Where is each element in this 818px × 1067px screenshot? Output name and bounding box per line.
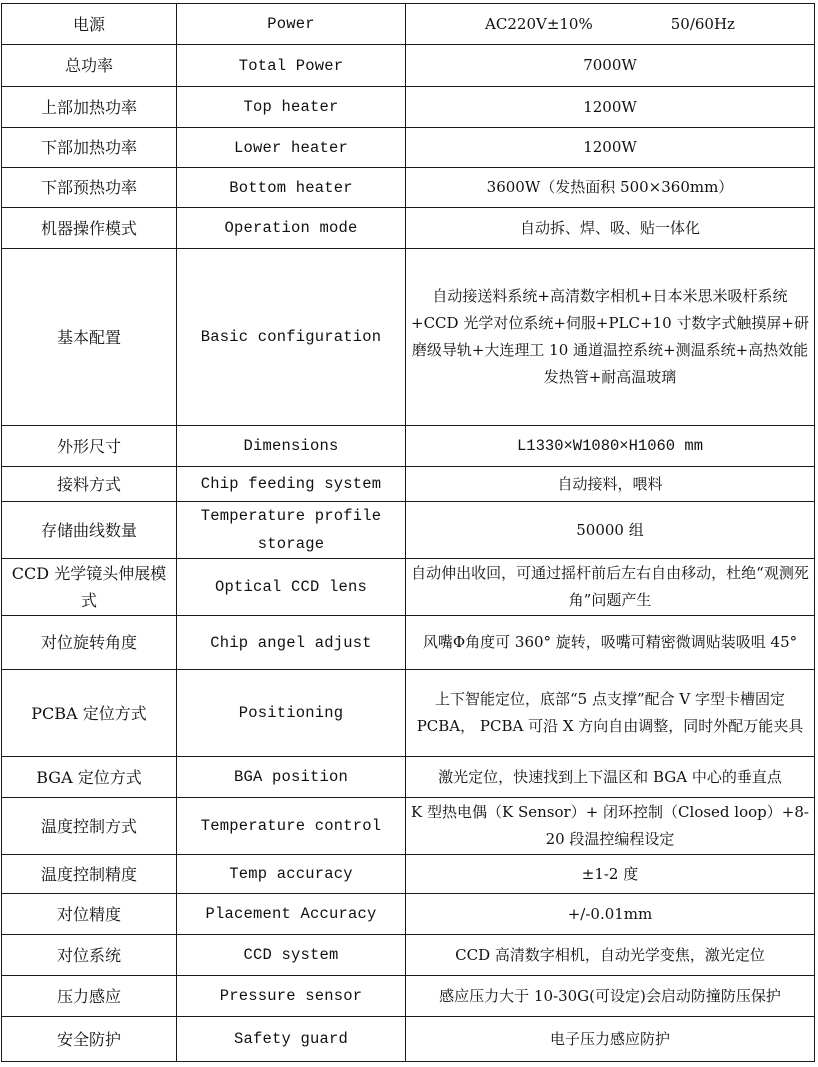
param-name-en: CCD system (177, 935, 406, 976)
param-name-cn: 电源 (2, 4, 177, 45)
param-value: 电子压力感应防护 (406, 1017, 815, 1062)
param-name-en: Power (177, 4, 406, 45)
param-name-cn: 存储曲线数量 (2, 502, 177, 559)
param-name-en: Chip angel adjust (177, 616, 406, 670)
param-name-cn: 基本配置 (2, 249, 177, 426)
param-name-cn: 下部加热功率 (2, 128, 177, 168)
param-value: 1200W (406, 87, 815, 128)
param-name-cn: 对位旋转角度 (2, 616, 177, 670)
param-value: 自动伸出收回，可通过摇杆前后左右自由移动，杜绝“观测死角”问题产生 (406, 559, 815, 616)
table-row (2, 1017, 815, 1062)
table-row (2, 616, 815, 670)
param-name-cn: 总功率 (2, 45, 177, 87)
param-name-en: Lower heater (177, 128, 406, 168)
param-value: 风嘴Φ角度可 360° 旋转，吸嘴可精密微调贴装吸咀 45° (406, 616, 815, 670)
param-value: 50000 组 (406, 502, 815, 559)
param-value: CCD 高清数字相机，自动光学变焦，激光定位 (406, 935, 815, 976)
power-voltage: AC220V±10% (485, 14, 593, 33)
table-row (2, 128, 815, 168)
param-name-en: Optical CCD lens (177, 559, 406, 616)
table-row (2, 45, 815, 87)
param-name-cn: 对位系统 (2, 935, 177, 976)
table-row (2, 670, 815, 757)
param-name-en: Positioning (177, 670, 406, 757)
param-name-cn: 安全防护 (2, 1017, 177, 1062)
param-name-cn: 机器操作模式 (2, 208, 177, 249)
table-row (2, 559, 815, 616)
param-value: 感应压力大于 10-30G(可设定)会启动防撞防压保护 (406, 976, 815, 1017)
param-value: L1330×W1080×H1060 mm (406, 426, 815, 467)
param-value: 1200W (406, 128, 815, 168)
param-name-en: Bottom heater (177, 168, 406, 208)
param-name-cn: 接料方式 (2, 467, 177, 502)
param-name-cn: 下部预热功率 (2, 168, 177, 208)
param-value: ±1-2 度 (406, 855, 815, 894)
param-name-en: BGA position (177, 757, 406, 798)
param-name-en: Total Power (177, 45, 406, 87)
param-name-cn: 外形尺寸 (2, 426, 177, 467)
param-name-cn: PCBA 定位方式 (2, 670, 177, 757)
table-row (2, 976, 815, 1017)
param-value: 7000W (406, 45, 815, 87)
param-value: 3600W（发热面积 500×360mm） (406, 168, 815, 208)
table-row (2, 894, 815, 935)
table-row (2, 208, 815, 249)
param-name-en: Temp accuracy (177, 855, 406, 894)
param-name-en: Chip feeding system (177, 467, 406, 502)
param-name-cn: CCD 光学镜头伸展模式 (2, 559, 177, 616)
param-name-en: Dimensions (177, 426, 406, 467)
param-value: K 型热电偶（K Sensor）+ 闭环控制（Closed loop）+8-20 段温控编程设定 (406, 798, 815, 855)
table-row (2, 467, 815, 502)
param-value: +/-0.01mm (406, 894, 815, 935)
table-row (2, 757, 815, 798)
power-frequency: 50/60Hz (670, 14, 735, 33)
param-name-cn: 温度控制方式 (2, 798, 177, 855)
table-row (2, 87, 815, 128)
param-name-en: Safety guard (177, 1017, 406, 1062)
table-row (2, 855, 815, 894)
table-row (2, 502, 815, 559)
param-name-cn: BGA 定位方式 (2, 757, 177, 798)
table-row (2, 4, 815, 45)
param-name-cn: 压力感应 (2, 976, 177, 1017)
param-value: 自动接送料系统+高清数字相机+日本米思米吸杆系统+CCD 光学对位系统+伺服+PLC+10 寸数字式触摸屏+研磨级导轨+大连理工 10 通道温控系统+测温系统+高热效能发热管+耐高温玻璃 (406, 249, 815, 426)
table-row (2, 168, 815, 208)
param-name-en: Temperature profile storage (177, 502, 406, 559)
param-name-cn: 温度控制精度 (2, 855, 177, 894)
param-name-en: Operation mode (177, 208, 406, 249)
param-name-cn: 上部加热功率 (2, 87, 177, 128)
table-row (2, 798, 815, 855)
param-name-en: Placement Accuracy (177, 894, 406, 935)
param-name-en: Top heater (177, 87, 406, 128)
table-row (2, 426, 815, 467)
param-name-en: Basic configuration (177, 249, 406, 426)
param-name-en: Temperature control (177, 798, 406, 855)
param-value: 自动拆、焊、吸、贴一体化 (406, 208, 815, 249)
param-name-en: Pressure sensor (177, 976, 406, 1017)
table-row (2, 935, 815, 976)
param-value: 自动接料，喂料 (406, 467, 815, 502)
specification-table (1, 3, 815, 1062)
table-row (2, 249, 815, 426)
param-value: 激光定位，快速找到上下温区和 BGA 中心的垂直点 (406, 757, 815, 798)
param-value: 上下智能定位，底部“5 点支撑”配合 V 字型卡槽固定 PCBA， PCBA 可沿 X 方向自由调整，同时外配万能夹具 (406, 670, 815, 757)
param-name-cn: 对位精度 (2, 894, 177, 935)
param-value (406, 4, 815, 45)
